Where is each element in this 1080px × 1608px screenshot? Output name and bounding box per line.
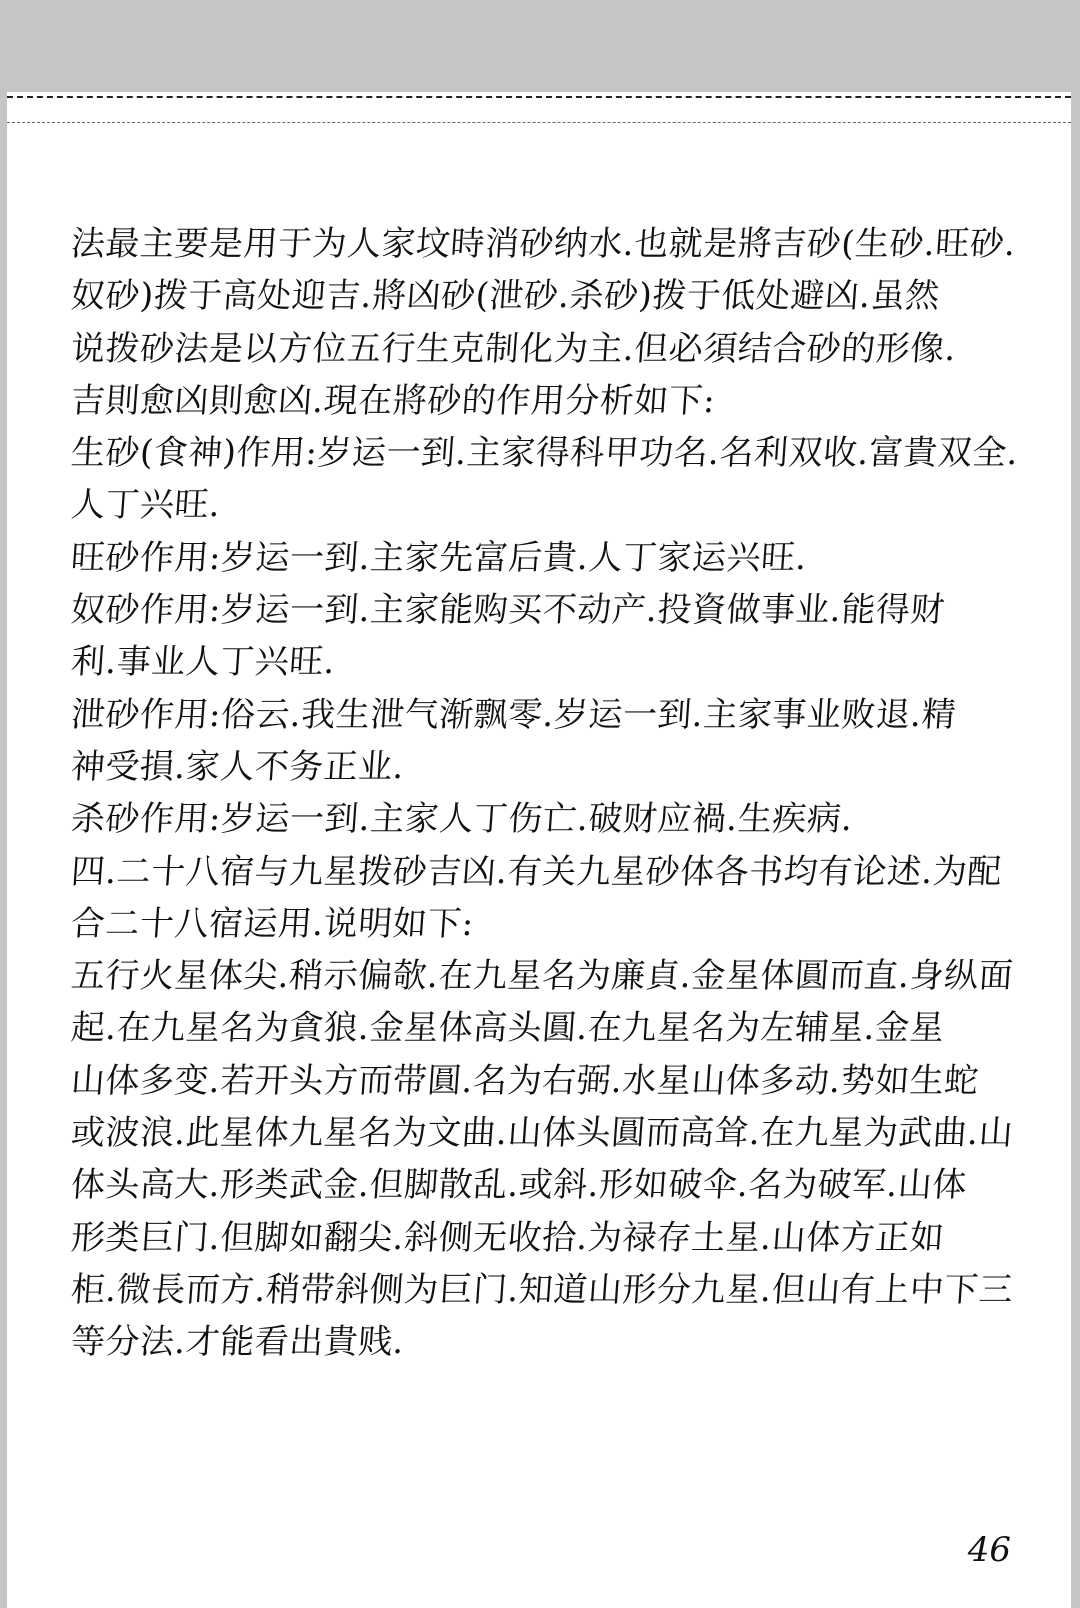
page-number: 46: [967, 1530, 1011, 1570]
text-line: 起.在九星名为貪狼.金星体高头圓.在九星名为左辅星.金星: [69, 1008, 946, 1049]
top-dashed-rule-secondary: [7, 122, 1071, 123]
text-line: 生砂(食神)作用:岁运一到.主家得科甲功名.名利双收.富貴双全.: [69, 433, 1020, 474]
text-line: 等分法.才能看出貴贱.: [69, 1322, 406, 1363]
text-line: 吉則愈凶則愈凶.現在將砂的作用分析如下:: [69, 380, 717, 421]
text-line: 杀砂作用:岁运一到.主家人丁伤亡.破财应禍.生疾病.: [69, 799, 855, 840]
text-line: 山体多变.若开头方而带圓.名为右弼.水星山体多动.势如生蛇: [69, 1060, 981, 1101]
text-line: 形类巨门.但脚如翻尖.斜侧无收拾.为禄存土星.山体方正如: [69, 1217, 946, 1258]
handwritten-text-body: [71, 218, 1031, 1369]
text-line: 泄砂作用:俗云.我生泄气渐飘零.岁运一到.主家事业败退.精: [69, 694, 958, 735]
text-line: 人丁兴旺.: [69, 485, 222, 526]
top-dashed-rule: [7, 96, 1071, 98]
text-line: 说拨砂法是以方位五行生克制化为主.但必須结合砂的形像.: [69, 328, 958, 369]
text-line: 法最主要是用于为人家坟時消砂纳水.也就是將吉砂(生砂.旺砂.: [69, 224, 1018, 264]
text-line: 利.事业人丁兴旺.: [69, 642, 337, 683]
text-line: 奴砂)拨于高处迎吉.將凶砂(泄砂.杀砂)拨于低处避凶.虽然: [69, 276, 942, 317]
text-line: 体头高大.形类武金.但脚散乱.或斜.形如破伞.名为破军.山体: [69, 1165, 969, 1206]
text-line: 或波浪.此星体九星名为文曲.山体头圓而高耸.在九星为武曲.山: [69, 1113, 1015, 1154]
text-line: 合二十八宿运用.说明如下:: [69, 903, 476, 944]
text-line: 奴砂作用:岁运一到.主家能购买不动产.投資做事业.能得财: [69, 590, 947, 631]
text-line: 旺砂作用:岁运一到.主家先富后貴.人丁家运兴旺.: [69, 537, 809, 578]
text-line: 神受損.家人不务正业.: [69, 746, 406, 787]
text-line: 五行火星体尖.稍示偏欹.在九星名为廉貞.金星体圓而直.身纵面: [69, 956, 1015, 997]
document-page: [7, 92, 1071, 1608]
text-line: 四.二十八宿与九星拨砂吉凶.有关九星砂体各书均有论述.为配: [69, 851, 1004, 892]
text-line: 柜.微長而方.稍带斜侧为巨门.知道山形分九星.但山有上中下三: [69, 1269, 1015, 1310]
